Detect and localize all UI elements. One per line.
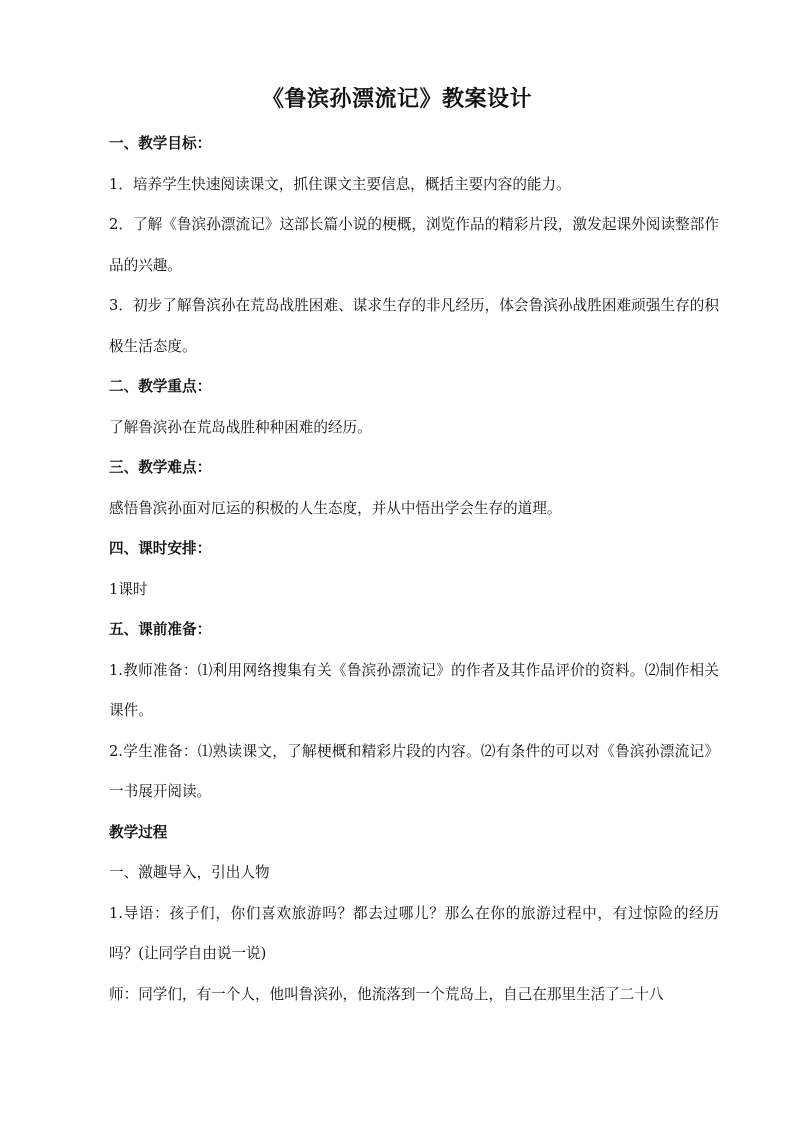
goals-heading: 一、教学目标： — [109, 135, 212, 152]
process-teacher: 师：同学们，有一个人，他叫鲁滨孙，他流落到一个荒岛上，自己在那里生活了二十八 — [109, 985, 664, 1003]
key-heading: 二、教学重点： — [109, 378, 212, 395]
process-heading: 教学过程 — [109, 823, 168, 841]
difficult-text: 感悟鲁滨孙面对厄运的积极的人生态度，并从中悟出学会生存的道理。 — [109, 499, 562, 517]
prep-student: 2.学生准备：⑴熟读课文，了解梗概和精彩片段的内容。⑵有条件的可以对《鲁滨孙漂流记》一书展开阅读。 — [109, 742, 719, 800]
schedule-heading: 四、课时安排： — [109, 540, 212, 557]
schedule-text: 1课时 — [109, 580, 148, 598]
key-text: 了解鲁滨孙在荒岛战胜种种困难的经历。 — [109, 418, 372, 436]
goal-1: 1．培养学生快速阅读课文，抓住课文主要信息，概括主要内容的能力。 — [109, 175, 571, 193]
document-title: 《鲁滨孙漂流记》教案设计 — [261, 87, 532, 112]
process-step-1: 一、激趣导入，引出人物 — [109, 864, 270, 881]
document-body — [109, 124, 719, 1015]
goal-3: 3．初步了解鲁滨孙在荒岛战胜困难、谋求生存的非凡经历，体会鲁滨孙战胜困难顽强生存的积极生活态度。 — [109, 297, 719, 355]
prep-heading: 五、课前准备： — [109, 621, 212, 638]
goal-2: 2．了解《鲁滨孙漂流记》这部长篇小说的梗概，浏览作品的精彩片段，激发起课外阅读整部作品的兴趣。 — [109, 216, 719, 274]
process-intro: 1.导语：孩子们，你们喜欢旅游吗？都去过哪儿？那么在你的旅游过程中，有过惊险的经历吗？(让同学自由说一说) — [109, 904, 719, 962]
difficult-heading: 三、教学难点： — [109, 459, 212, 476]
prep-teacher: 1.教师准备：⑴利用网络搜集有关《鲁滨孙漂流记》的作者及其作品评价的资料。⑵制作相关课件。 — [109, 661, 719, 719]
